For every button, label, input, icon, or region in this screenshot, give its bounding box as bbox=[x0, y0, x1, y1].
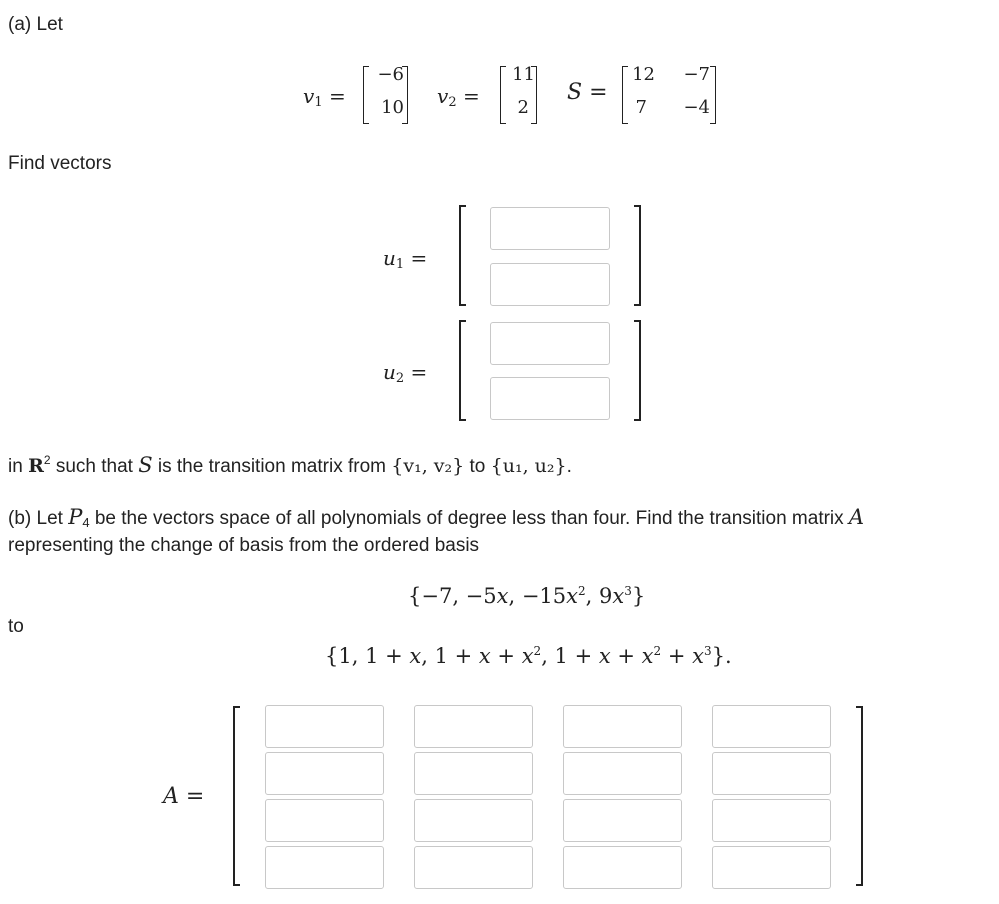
A-entry-4-3-input[interactable] bbox=[563, 846, 682, 889]
A-label: A = bbox=[163, 784, 205, 809]
S-label: S = bbox=[567, 80, 608, 105]
A-entry-3-4-input[interactable] bbox=[712, 799, 831, 842]
A-right-bracket bbox=[856, 706, 863, 886]
to-label: to bbox=[8, 616, 24, 637]
A-entry-4-2-input[interactable] bbox=[414, 846, 533, 889]
v1-label: $v_1$ = bbox=[303, 84, 346, 110]
A-entry-4-1-input[interactable] bbox=[265, 846, 384, 889]
u1-label: $u_1$ = bbox=[383, 246, 428, 272]
u2-entry-2-input[interactable] bbox=[490, 377, 610, 420]
A-entry-1-2-input[interactable] bbox=[414, 705, 533, 748]
A-entry-2-2-input[interactable] bbox=[414, 752, 533, 795]
A-left-bracket bbox=[233, 706, 240, 886]
A-entry-1-3-input[interactable] bbox=[563, 705, 682, 748]
S-entry-11: 12 bbox=[632, 64, 655, 85]
A-entry-2-3-input[interactable] bbox=[563, 752, 682, 795]
v1-entry-1: −6 bbox=[377, 64, 404, 85]
v1-right-bracket bbox=[402, 66, 408, 124]
S-entry-22: −4 bbox=[683, 97, 710, 118]
u1-right-bracket bbox=[634, 205, 641, 306]
A-entry-2-4-input[interactable] bbox=[712, 752, 831, 795]
A-entry-4-4-input[interactable] bbox=[712, 846, 831, 889]
basis-to: {1, 1 + x, $1 + x + x^2$, $1 + x + x^2 + x^3$}. bbox=[325, 644, 732, 668]
u2-label: $u_2$ = bbox=[383, 360, 428, 386]
u1-left-bracket bbox=[459, 205, 466, 306]
u2-entry-1-input[interactable] bbox=[490, 322, 610, 365]
A-entry-3-2-input[interactable] bbox=[414, 799, 533, 842]
u2-right-bracket bbox=[634, 320, 641, 421]
part-b-text-line1: (b) Let $P_4$ be the vectors space of all polynomials of degree less than four. Find the transition matrix A bbox=[8, 505, 865, 530]
S-entry-12: −7 bbox=[683, 64, 710, 85]
part-a-label: (a) Let bbox=[8, 14, 63, 35]
v2-entry-2: 2 bbox=[517, 97, 529, 118]
A-entry-3-1-input[interactable] bbox=[265, 799, 384, 842]
v2-label: $v_2$ = bbox=[437, 84, 480, 110]
u1-entry-1-input[interactable] bbox=[490, 207, 610, 250]
v2-right-bracket bbox=[531, 66, 537, 124]
part-b-text-line2: representing the change of basis from the ordered basis bbox=[8, 535, 480, 556]
u2-left-bracket bbox=[459, 320, 466, 421]
v2-entry-1: 11 bbox=[512, 64, 535, 85]
A-entry-1-1-input[interactable] bbox=[265, 705, 384, 748]
basis-from: {−7, −5x, $-15x^2$, $9x^3$} bbox=[408, 584, 646, 608]
transition-statement: in $R^2$ such that S is the transition matrix from {v₁, v₂} to {u₁, u₂}. bbox=[8, 453, 572, 477]
A-entry-3-3-input[interactable] bbox=[563, 799, 682, 842]
find-vectors-text: Find vectors bbox=[8, 153, 112, 174]
u1-entry-2-input[interactable] bbox=[490, 263, 610, 306]
v1-entry-2: 10 bbox=[381, 97, 404, 118]
S-entry-21: 7 bbox=[635, 97, 647, 118]
A-entry-2-1-input[interactable] bbox=[265, 752, 384, 795]
S-right-bracket bbox=[710, 66, 716, 124]
A-entry-1-4-input[interactable] bbox=[712, 705, 831, 748]
